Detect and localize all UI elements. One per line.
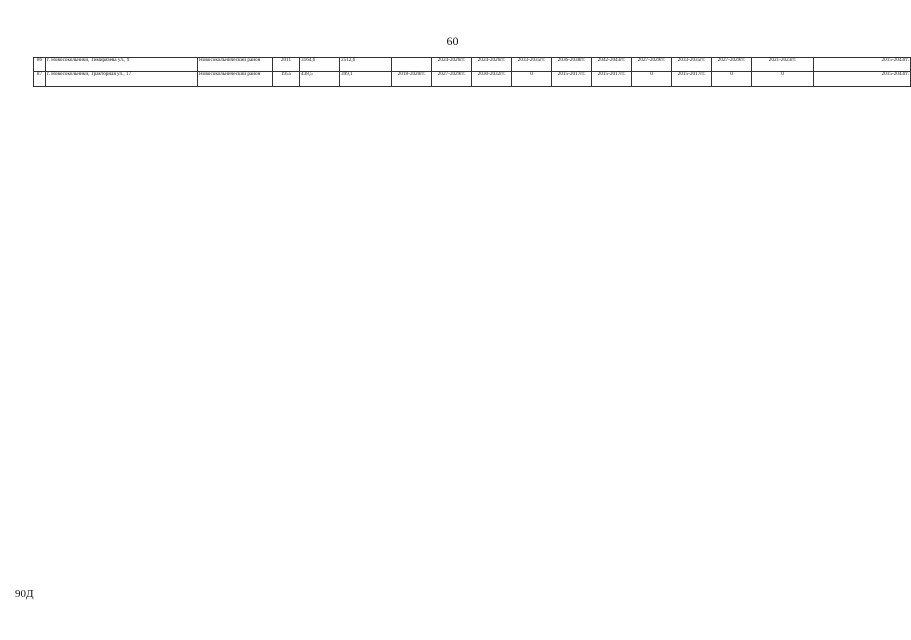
row-area-living: 2512,6 <box>340 58 392 72</box>
row-period-11: 2015-2043гг. <box>814 58 911 72</box>
row-period-1: 2018-2020гг. <box>392 72 432 86</box>
row-period-1 <box>392 58 432 72</box>
row-period-3: 2030-2032гг. <box>472 72 512 86</box>
row-year: 1955 <box>273 72 300 86</box>
row-period-5: 2015-2017гг. <box>552 72 592 86</box>
row-year: 2011 <box>273 58 300 72</box>
row-period-4: 2033-2035гг. <box>512 58 552 72</box>
register-table-wrap <box>33 57 909 87</box>
row-address: г. Новосокольники, Тракторная ул., 17 <box>46 72 198 86</box>
page-number: 60 <box>446 34 459 48</box>
row-period-6: 2042-2043гг. <box>592 58 632 72</box>
row-period-10: 0 <box>752 72 814 86</box>
row-number: 87 <box>34 72 46 86</box>
row-period-4: 0 <box>512 72 552 86</box>
footer-code: 90Д <box>15 588 34 600</box>
register-table <box>33 57 911 87</box>
row-period-7: 0 <box>632 72 672 86</box>
row-period-9: 0 <box>712 72 752 86</box>
row-period-7: 2027-2029гг. <box>632 58 672 72</box>
row-period-8: 2033-2035гг. <box>672 58 712 72</box>
table-row <box>34 72 911 86</box>
row-address: г. Новосокольники, Тимирязева ул., 9 <box>46 58 198 72</box>
row-period-8: 2015-2017гг. <box>672 72 712 86</box>
row-period-5: 2036-2038гг. <box>552 58 592 72</box>
row-period-10: 2021-2023гг. <box>752 58 814 72</box>
row-district: Новосокольнический район <box>198 72 273 86</box>
row-district: Новосокольнический район <box>198 58 273 72</box>
table-row <box>34 58 911 72</box>
row-area-total: 438,5 <box>300 72 340 86</box>
row-period-9: 2027-2029гг. <box>712 58 752 72</box>
row-area-living: 399,1 <box>340 72 392 86</box>
row-period-6: 2015-2017гг. <box>592 72 632 86</box>
row-period-11: 2015-2043гг. <box>814 72 911 86</box>
row-number: 86 <box>34 58 46 72</box>
row-period-2: 2027-2029гг. <box>432 72 472 86</box>
row-period-2: 2024-2026гг. <box>432 58 472 72</box>
row-period-3: 2024-2026гг. <box>472 58 512 72</box>
row-area-total: 3164,6 <box>300 58 340 72</box>
